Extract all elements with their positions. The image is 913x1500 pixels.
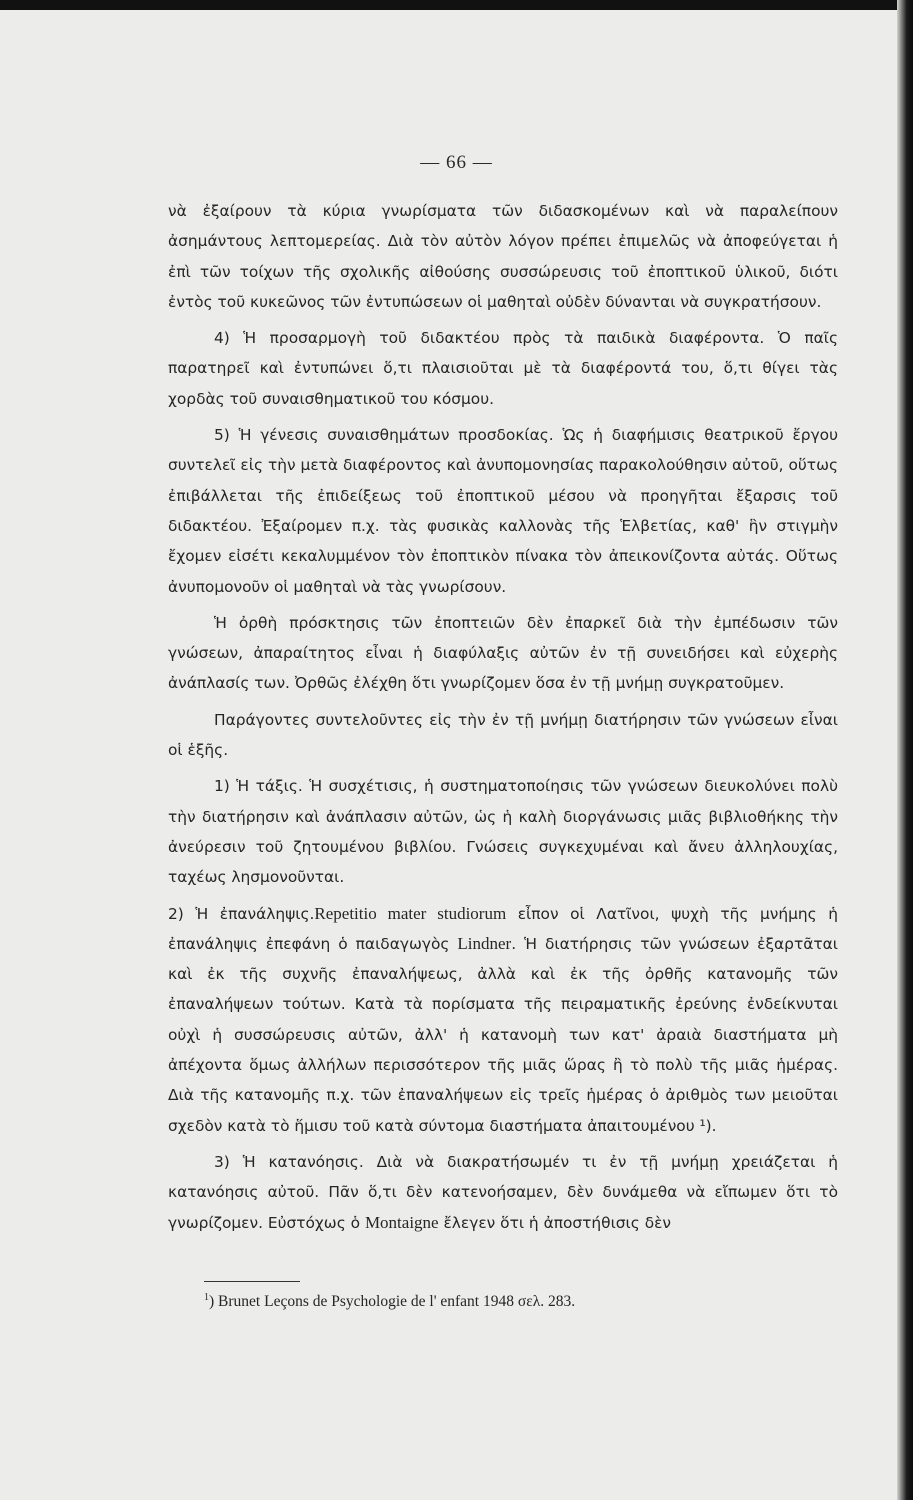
paragraph-3: 5) Ἡ γένεσις συναισθημάτων προσδοκίας. Ὡς ἡ διαφήμισις θεατρικοῦ ἔργου συντελεῖ εἰς τὴν μετὰ διαφέροντος καὶ ἀνυπομονησίας παρακολούθησιν αὐτοῦ, οὕτως ἐπιβάλλεται τῆς ἐπιδείξεως τοῦ ἐποπτικοῦ μέσου νὰ προηγῆται ἔξαρσις τοῦ διδακτέου. Ἐξαίρομεν π.χ. τὰς φυσικὰς καλλονὰς τῆς Ἑλβετίας, καθ' ἣν στιγμὴν ἔχομεν εἰσέτι κεκαλυμμένον τὸν ἐποπτικὸν πίνακα τὸν ἀπεικονίζοντα αὐτάς. Οὕτως ἀνυπομονοῦν οἱ μαθηταὶ νὰ τὰς γνωρίσουν. [168,426,838,596]
paragraph-7-mid: εἶπον οἱ Λατῖνοι, ψυχὴ τῆς μνήμης ἡ ἐπανάληψις ἐπεφάνη ὁ παιδαγωγὸς [168,904,839,953]
paragraph-6: 1) Ἡ τάξις. Ἡ συσχέτισις, ἡ συστηματοποίησις τῶν γνώσεων διευκολύνει πολὺ τὴν διατήρησιν καὶ ἀνάπλασιν αὐτῶν, ὡς ἡ καλὴ διοργάνωσις μιᾶς βιβλιοθήκης τὴν ἀνεύρεσιν τοῦ ζητουμένου βιβλίου. Γνώσεις συγκεχυμέναι καὶ ἄνευ ἀλληλουχίας, ταχέως λησμονοῦνται. [168,777,838,887]
scan-top-edge [0,0,913,10]
scan-right-edge [897,0,913,1500]
paragraph-8-rest: ἔλεγεν ὅτι ἡ ἀποστήθισις δὲν [438,1213,672,1232]
page-number: — 66 — [420,152,493,173]
footnote-marker: 1 [204,1292,209,1303]
footnote [204,1292,575,1311]
footnote-divider [204,1281,300,1282]
paragraph-2: 4) Ἡ προσαρμογὴ τοῦ διδακτέου πρὸς τὰ παιδικὰ διαφέροντα. Ὁ παῖς παρατηρεῖ καὶ ἐντυπώνει ὅ,τι πλαισιοῦται μὲ τὰ διαφέροντά του, ὅ,τι θίγει τὰς χορδὰς τοῦ συναισθηματικοῦ του κόσμου. [168,329,838,408]
paragraph-7-latin-quote: Repetitio mater studiorum [314,903,507,923]
paragraph-8-name: Montaigne [364,1212,439,1232]
paragraph-7 [168,899,838,1141]
paragraph-8-lead: 3) Ἡ κατανόησις. Διὰ νὰ διακρατήσωμέν τι ἐν τῇ μνήμῃ χρειάζεται ἡ κατανόησις αὐτοῦ. Πᾶν ὅ,τι δὲν κατενοήσαμεν, δὲν δυνάμεθα νὰ εἴπωμεν ὅτι τὸ γνωρίζομεν. Εὐστόχως ὁ [168,1152,838,1232]
footnote-text: ) Brunet Leçons de Psychologie de l' enfant 1948 σελ. 283. [209,1293,576,1311]
paragraph-7-rest: . Ἡ διατήρησις τῶν γνώσεων ἐξαρτᾶται καὶ ἐκ τῆς συχνῆς ἐπαναλήψεως, ἀλλὰ καὶ ἐκ τῆς ὀρθῆς κατανομῆς τῶν ἐπαναλήψεων τούτων. Κατὰ τὰ πορίσματα τῆς πειραματικῆς ἐρεύνης ἐνδείκνυται οὐχὶ ἡ συσσώρευσις αὐτῶν, ἀλλ' ἡ κατανομὴ των κατ' ἀραιὰ διαστήματα μὴ ἀπέχοντα ὅμως ἀλλήλων περισσότερον τῆς μιᾶς ὥρας ἢ τὸ πολὺ τῆς μιᾶς ἡμέρας. Διὰ τῆς κατανομῆς π.χ. τῶν ἐπαναλήψεων εἰς τρεῖς ἡμέρας ὁ ἀριθμὸς των μειοῦται σχεδὸν κατὰ τὸ ἥμισυ τοῦ κατὰ σύντομα διαστήματα ἀπαιτουμένου ¹). [168,934,838,1135]
paragraph-7-lead: 2) Ἡ ἐπανάληψις. [168,904,315,923]
paragraph-5: Παράγοντες συντελοῦντες εἰς τὴν ἐν τῇ μνήμῃ διατήρησιν τῶν γνώσεων εἶναι οἱ ἑξῆς. [168,710,838,760]
paragraph-7-name: Lindner [457,933,512,953]
paragraph-1: νὰ ἐξαίρουν τὰ κύρια γνωρίσματα τῶν διδασκομένων καὶ νὰ παραλείπουν ἀσημάντους λεπτομερείας. Διὰ τὸν αὐτὸν λόγον πρέπει ἐπιμελῶς νὰ ἀποφεύγεται ἡ ἐπὶ τῶν τοίχων τῆς σχολικῆς αἰθούσης συσσώρευσις τοῦ ἐποπτικοῦ ὑλικοῦ, διότι ἐντὸς τοῦ κυκεῶνος τῶν ἐντυπώσεων οἱ μαθηταὶ οὐδὲν δύνανται νὰ συγκρατήσουν. [168,202,838,311]
body-text [168,196,838,1244]
paragraph-8 [168,1147,838,1238]
paragraph-4: Ἡ ὀρθὴ πρόσκτησις τῶν ἐποπτειῶν δὲν ἐπαρκεῖ διὰ τὴν ἐμπέδωσιν τῶν γνώσεων, ἀπαραίτητος εἶναι ἡ διαφύλαξις αὐτῶν ἐν τῇ συνειδήσει καὶ εὐχερὴς ἀνάπλασίς των. Ὀρθῶς ἐλέχθη ὅτι γνωρίζομεν ὅσα ἐν τῇ μνήμῃ συγκρατοῦμεν. [168,613,838,693]
